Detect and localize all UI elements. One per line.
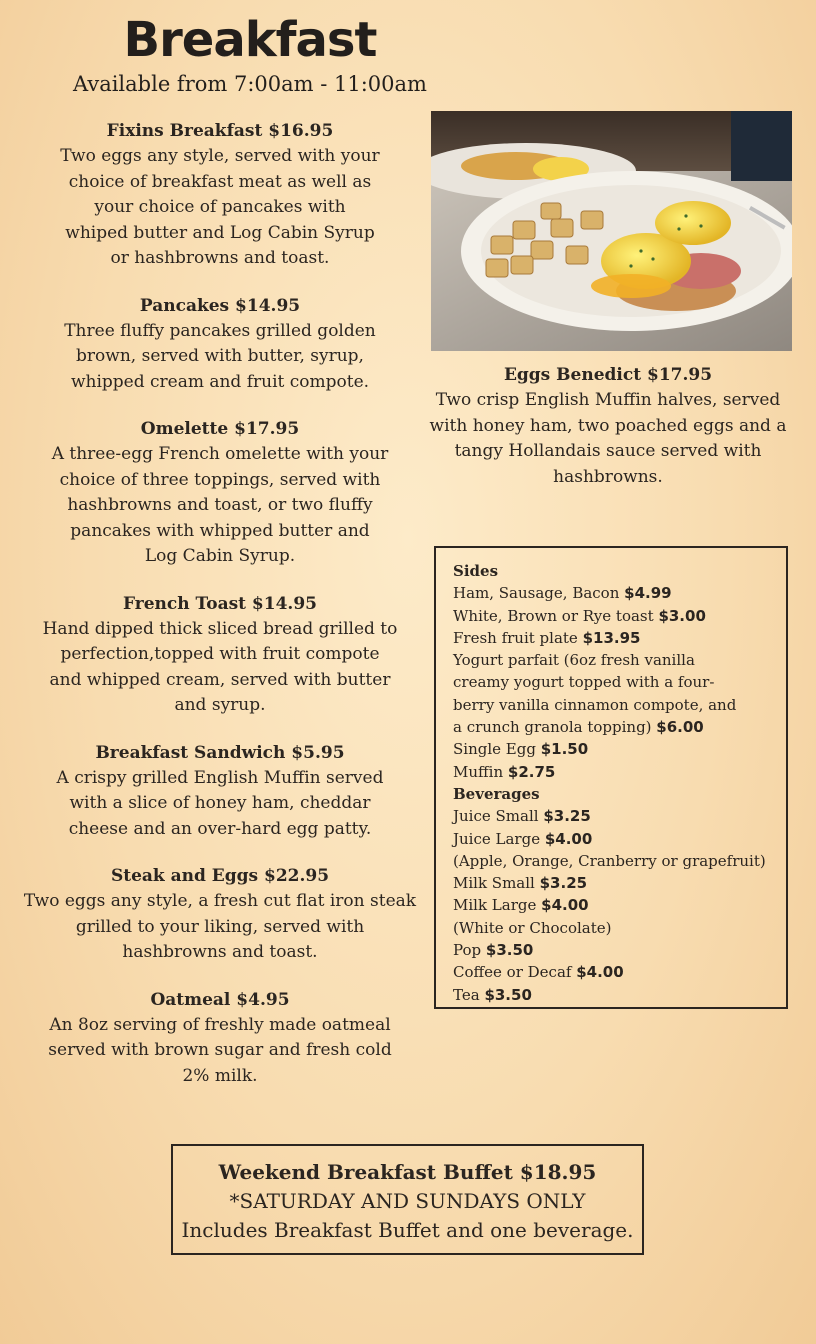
- menu-item: [12, 416, 428, 570]
- sides-heading: Sides: [453, 562, 499, 580]
- description-line: your choice of pancakes with: [94, 197, 346, 217]
- item-name: Omelette $17.95: [140, 419, 300, 439]
- item-description: [12, 442, 428, 570]
- item-description: [12, 617, 428, 719]
- item-text: berry vanilla cinnamon compote, and: [453, 695, 737, 714]
- item-name: French Toast $14.95: [123, 593, 317, 614]
- list-item: [453, 805, 786, 827]
- description-line: cheese and an over-hard egg patty.: [68, 818, 372, 839]
- description-line: with honey ham, two poached eggs and a: [429, 415, 787, 436]
- description-line: Two eggs any style, a fresh cut flat iron steak: [23, 891, 417, 911]
- description-line: An 8oz serving of freshly made oatmeal: [49, 1014, 391, 1035]
- list-item: [453, 917, 786, 939]
- description-line: pancakes with whipped butter and: [70, 520, 370, 541]
- description-line: hashbrowns.: [553, 466, 663, 487]
- list-item: [453, 984, 786, 1006]
- description-line: Log Cabin Syrup.: [144, 546, 296, 566]
- description-line: or hashbrowns and toast.: [110, 248, 330, 268]
- item-text: Fresh fruit plate: [453, 628, 583, 647]
- list-item: [453, 939, 786, 961]
- item-price: $1.50: [540, 740, 589, 759]
- menu-item: [12, 863, 428, 966]
- item-price: $3.25: [543, 807, 591, 826]
- list-item: [453, 828, 786, 850]
- item-price: $3.25: [539, 874, 588, 893]
- item-description: [12, 144, 428, 272]
- menu-left-column: [12, 118, 428, 1110]
- item-text: Muffin: [453, 762, 508, 781]
- description-line: brown, served with butter, syrup,: [76, 346, 364, 366]
- item-text: a crunch granola topping): [453, 718, 657, 737]
- sides-beverages-box: [434, 546, 788, 1009]
- item-text: Juice Small: [453, 807, 544, 826]
- item-price: $4.00: [541, 896, 589, 915]
- description-line: and syrup.: [174, 695, 266, 715]
- item-description: [12, 319, 428, 396]
- description-line: Two crisp English Muffin halves, served: [435, 390, 781, 410]
- buffet-title: Weekend Breakfast Buffet $18.95: [218, 1160, 597, 1184]
- item-price: $3.50: [485, 941, 534, 960]
- item-text: White, Brown or Rye toast: [453, 606, 659, 625]
- item-name: Breakfast Sandwich $5.95: [95, 742, 345, 763]
- item-text: Coffee or Decaf: [453, 963, 577, 982]
- item-text: Milk Small: [453, 874, 540, 893]
- item-description: [12, 889, 428, 966]
- description-line: and whipped cream, served with butter: [49, 669, 391, 690]
- item-name: Oatmeal $4.95: [150, 989, 290, 1010]
- item-price: $13.95: [582, 628, 641, 647]
- item-price: $4.00: [544, 829, 593, 848]
- item-text: creamy yogurt topped with a four-: [453, 673, 715, 692]
- list-item: [453, 605, 786, 627]
- list-item: [453, 582, 786, 604]
- item-text: (Apple, Orange, Cranberry or grapefruit): [453, 851, 766, 870]
- buffet-days: *SATURDAY AND SUNDAYS ONLY: [229, 1189, 586, 1213]
- item-text: Pop: [453, 941, 486, 960]
- buffet-includes: Includes Breakfast Buffet and one beverage.: [181, 1218, 634, 1242]
- description-line: choice of three toppings, served with: [59, 469, 381, 490]
- description-line: 2% milk.: [182, 1065, 258, 1086]
- description-line: whipped cream and fruit compote.: [70, 371, 370, 392]
- item-text: Yogurt parfait (6oz fresh vanilla: [453, 651, 695, 670]
- menu-item: [12, 293, 428, 396]
- item-name: Fixins Breakfast $16.95: [106, 121, 334, 141]
- menu-item: [12, 118, 428, 272]
- item-name: Steak and Eggs $22.95: [110, 866, 330, 886]
- weekend-buffet-box: [171, 1144, 644, 1255]
- description-line: Two eggs any style, served with your: [60, 146, 380, 166]
- item-text: Ham, Sausage, Bacon: [453, 584, 625, 603]
- item-price: $6.00: [656, 718, 704, 737]
- list-item: [453, 738, 786, 760]
- sides-list: [453, 582, 786, 783]
- description-line: perfection,topped with fruit compote: [60, 644, 380, 664]
- item-description: [12, 766, 428, 843]
- menu-item: [12, 987, 428, 1090]
- item-price: $3.00: [658, 606, 706, 625]
- item-description: [416, 388, 800, 490]
- beverages-list: [453, 805, 786, 1006]
- description-line: grilled to your liking, served with: [75, 916, 365, 937]
- description-line: with a slice of honey ham, cheddar: [69, 793, 371, 813]
- item-text: Single Egg: [453, 740, 541, 759]
- list-item: [453, 716, 786, 738]
- beverages-heading: Beverages: [453, 784, 540, 803]
- list-item: [453, 961, 786, 983]
- list-item: [453, 694, 786, 716]
- hours-subtitle: Available from 7:00am - 11:00am: [73, 72, 427, 96]
- item-price: $4.00: [576, 963, 624, 982]
- list-item: [453, 894, 786, 916]
- item-price: $2.75: [507, 762, 556, 781]
- item-text: (White or Chocolate): [453, 918, 612, 937]
- description-line: choice of breakfast meat as well as: [68, 171, 372, 192]
- list-item: [453, 627, 786, 649]
- item-name: Eggs Benedict $17.95: [503, 365, 713, 385]
- eggs-benedict-photo: [431, 111, 792, 351]
- page-title: Breakfast: [123, 12, 377, 68]
- item-text: Milk Large: [453, 896, 542, 915]
- description-line: Three fluffy pancakes grilled golden: [64, 320, 376, 341]
- item-price: $4.99: [624, 584, 672, 603]
- menu-item: [12, 591, 428, 719]
- description-line: served with brown sugar and fresh cold: [48, 1040, 392, 1060]
- description-line: A crispy grilled English Muffin served: [56, 767, 384, 788]
- description-line: Hand dipped thick sliced bread grilled to: [42, 618, 398, 639]
- description-line: A three-egg French omelette with your: [51, 444, 389, 464]
- menu-item-eggs-benedict: [416, 362, 800, 490]
- item-name: Pancakes $14.95: [139, 295, 301, 316]
- item-price: $3.50: [484, 985, 532, 1004]
- description-line: hashbrowns and toast.: [122, 942, 318, 962]
- item-description: [12, 1013, 428, 1090]
- description-line: tangy Hollandais sauce served with: [454, 441, 762, 461]
- item-text: Juice Large: [453, 829, 545, 848]
- menu-item: [12, 740, 428, 843]
- list-item: [453, 671, 786, 693]
- description-line: hashbrowns and toast, or two fluffy: [67, 495, 373, 515]
- list-item: [453, 872, 786, 894]
- description-line: whiped butter and Log Cabin Syrup: [65, 222, 375, 243]
- item-text: Tea: [453, 985, 485, 1004]
- list-item: [453, 649, 786, 671]
- list-item: [453, 850, 786, 872]
- list-item: [453, 761, 786, 783]
